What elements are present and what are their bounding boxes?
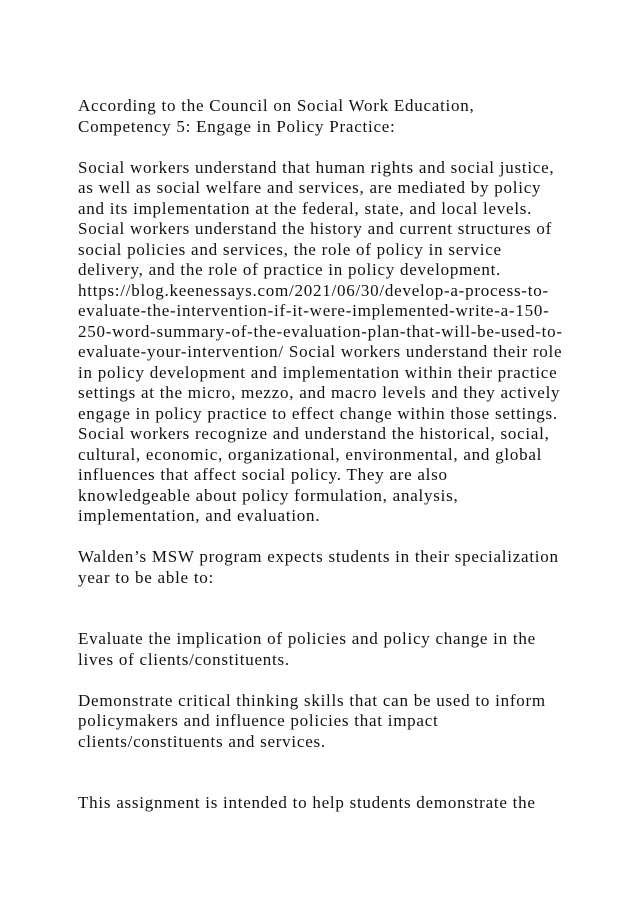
- text-line: Evaluate the implication of policies and policy change in the: [78, 629, 536, 648]
- paragraph-spacer: [78, 137, 568, 158]
- intro-paragraph: [78, 96, 568, 137]
- text-line: cultural, economic, organizational, environmental, and global: [78, 444, 543, 464]
- text-line: social policies and services, the role of policy in service: [78, 239, 502, 259]
- paragraph-spacer: [78, 588, 568, 629]
- paragraph-spacer: [78, 527, 568, 548]
- paragraph-spacer: [78, 670, 568, 691]
- text-line: settings at the micro, mezzo, and macro levels and they actively: [78, 383, 561, 402]
- text-line: and its implementation at the federal, state, and local levels.: [78, 198, 533, 218]
- text-line: implementation, and evaluation.: [78, 506, 321, 525]
- text-line: Demonstrate critical thinking skills that can be used to inform: [78, 690, 546, 710]
- paragraph-spacer: [78, 752, 568, 793]
- url-text-line: https://blog.keenessays.com/2021/06/30/develop-a-process-to-: [78, 280, 549, 300]
- text-line: in policy development and implementation within their practice: [78, 362, 558, 382]
- objective-paragraph-2: [78, 691, 568, 753]
- url-text-line: evaluate-the-intervention-if-it-were-implemented-write-a-150-: [78, 301, 550, 320]
- closing-paragraph: [78, 793, 568, 814]
- text-line: According to the Council on Social Work Education,: [78, 96, 475, 115]
- document-text: [78, 96, 568, 814]
- text-line: Walden’s MSW program expects students in their specialization: [78, 547, 559, 566]
- text-line: engage in policy practice to effect change within those settings.: [78, 403, 558, 423]
- competency-body-paragraph: [78, 158, 568, 527]
- program-paragraph: [78, 547, 568, 588]
- text-line: This assignment is intended to help students demonstrate the: [78, 793, 536, 812]
- text-line: Social workers understand the history and current structures of: [78, 219, 553, 238]
- text-line: year to be able to:: [78, 567, 215, 587]
- text-line: Competency 5: Engage in Policy Practice:: [78, 116, 396, 136]
- objective-paragraph-1: [78, 629, 568, 670]
- text-line: policymakers and influence policies that impact: [78, 711, 439, 730]
- text-line: influences that affect social policy. They are also: [78, 465, 448, 484]
- text-line: as well as social welfare and services, are mediated by policy: [78, 178, 542, 197]
- text-line: evaluate-your-intervention/ Social workers understand their role: [78, 342, 563, 361]
- url-text-line: 250-word-summary-of-the-evaluation-plan-that-will-be-used-to-: [78, 321, 563, 341]
- text-line: delivery, and the role of practice in policy development.: [78, 260, 502, 279]
- text-line: clients/constituents and services.: [78, 731, 326, 751]
- text-line: knowledgeable about policy formulation, analysis,: [78, 485, 459, 505]
- text-line: lives of clients/constituents.: [78, 649, 290, 669]
- text-line: Social workers recognize and understand the historical, social,: [78, 424, 550, 443]
- text-line: Social workers understand that human rights and social justice,: [78, 157, 555, 177]
